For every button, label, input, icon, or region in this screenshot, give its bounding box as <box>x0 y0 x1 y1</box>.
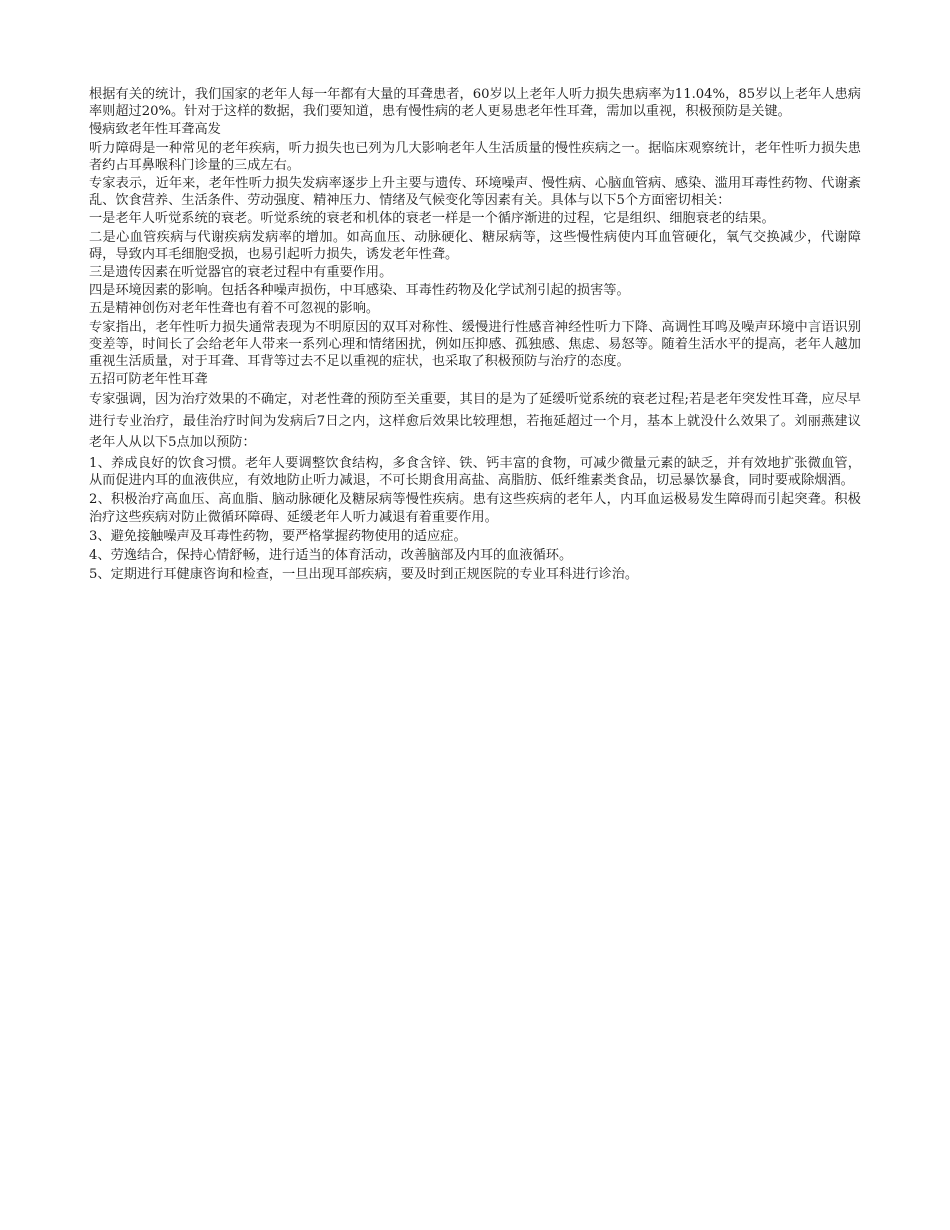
list-item-diet: 1、养成良好的饮食习惯。老年人要调整饮食结构，多食含锌、铁、钙丰富的食物，可减少微量元素的缺乏，并有效地扩张微血管，从而促进内耳的血液供应，有效地防止听力减退，不可长期食用高盐、高脂肪、低纤维素类食品，切忌暴饮暴食，同时要戒除烟酒。 <box>89 455 861 489</box>
paragraph-factor-genetic: 三是遗传因素在听觉器官的衰老过程中有重要作用。 <box>89 265 393 281</box>
paragraph-factor-aging: 一是老年人听觉系统的衰老。听觉系统的衰老和机体的衰老一样是一个循序渐进的过程，它是组织、细胞衰老的结果。 <box>89 211 775 227</box>
paragraph-hearing-disorder: 听力障碍是一种常见的老年疾病，听力损失也已列为几大影响老年人生活质量的慢性疾病之一。据临床观察统计，老年性听力损失患者约占耳鼻喉科门诊量的三成左右。 <box>89 140 861 173</box>
paragraph-prevention-intro: 专家强调，因为治疗效果的不确定，对老性聋的预防至关重要，其目的是为了延缓听觉系统的衰老过程;若是老年突发性耳聋，应尽早进行专业治疗，最佳治疗时间为发病后7日之内，这样愈后效果比较理想，若拖延超过一个月，基本上就没什么效果了。刘丽燕建议老年人从以下5点加以预防： <box>89 392 861 451</box>
paragraph-expert-symptoms: 专家指出，老年性听力损失通常表现为不明原因的双耳对称性、缓慢进行性感音神经性听力下降、高调性耳鸣及噪声环境中言语识别变差等，时间长了会给老年人带来一系列心理和情绪困扰，例如压抑感、孤独感、焦虑、易怒等。随着生活水平的提高，老年人越加重视生活质量，对于耳聋、耳背等过去不足以重视的症状，也采取了积极预防与治疗的态度。 <box>89 319 861 370</box>
paragraph-factor-environment: 四是环境因素的影响。包括各种噪声损伤，中耳感染、耳毒性药物及化学试剂引起的损害等。 <box>89 283 630 299</box>
list-item-avoid-noise: 3、避免接触噪声及耳毒性药物，要严格掌握药物使用的适应症。 <box>89 528 467 544</box>
paragraph-factor-mental: 五是精神创伤对老年性聋也有着不可忽视的影响。 <box>89 301 380 317</box>
list-item-checkup: 5、定期进行耳健康咨询和检查，一旦出现耳部疾病，要及时到正规医院的专业耳科进行诊治。 <box>89 567 639 583</box>
list-item-rest: 4、劳逸结合，保持心情舒畅，进行适当的体育活动，改善脑部及内耳的血液循环。 <box>89 547 573 563</box>
document-page <box>89 86 861 585</box>
list-item-chronic-treatment: 2、积极治疗高血压、高血脂、脑动脉硬化及糖尿病等慢性疾病。患有这些疾病的老年人，内耳血运极易发生障碍而引起突聋。积极治疗这些疾病对防止微循环障碍、延缓老年人听力减退有着重要作用。 <box>89 492 861 525</box>
section-heading-prevention: 五招可防老年性耳聋 <box>89 372 208 388</box>
section-heading-chronic-disease: 慢病致老年性耳聋高发 <box>89 122 221 138</box>
intro-paragraph: 根据有关的统计，我们国家的老年人每一年都有大量的耳聋患者，60岁以上老年人听力损失患病率为11.04%，85岁以上老年人患病率则超过20%。针对于这样的数据，我们要知道，患有慢性病的老人更易患老年性耳聋，需加以重视，积极预防是关键。 <box>89 87 861 120</box>
paragraph-factor-cardiovascular: 二是心血管疾病与代谢疾病发病率的增加。如高血压、动脉硬化、糖尿病等，这些慢性病使内耳血管硬化，氧气交换减少，代谢障碍，导致内耳毛细胞受损，也易引起听力损失，诱发老年性聋。 <box>89 229 861 262</box>
paragraph-expert-factors: 专家表示，近年来，老年性听力损失发病率逐步上升主要与遗传、环境噪声、慢性病、心脑血管病、感染、滥用耳毒性药物、代谢紊乱、饮食营养、生活条件、劳动强度、精神压力、情绪及气候变化等因素有关。具体与以下5个方面密切相关： <box>89 176 861 209</box>
